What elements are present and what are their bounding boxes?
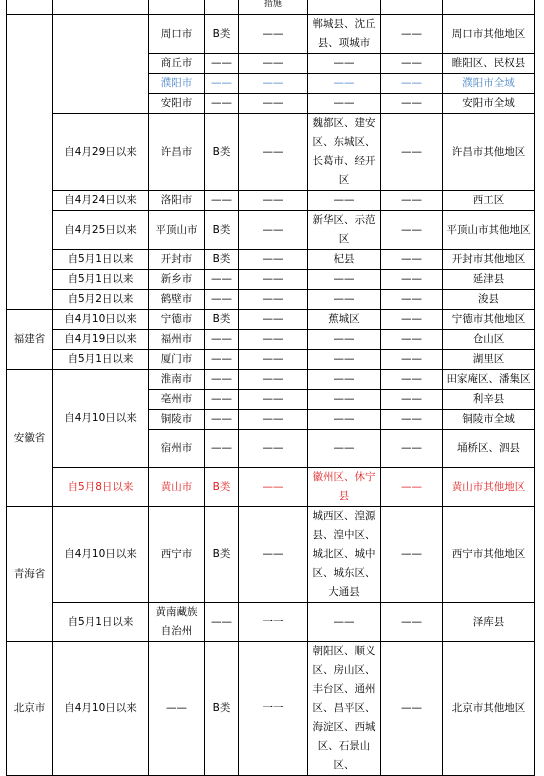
control-cell: ——: [239, 74, 308, 94]
table-row: [7, 350, 535, 370]
city-cell: 鹤壁市: [149, 290, 205, 310]
city-cell: ——: [149, 642, 205, 776]
class-cell: B类: [205, 310, 239, 330]
area-cell: 西宁市其他地区: [443, 507, 535, 603]
mid-risk-cell: 郸城县、沈丘县、项城市: [308, 15, 381, 54]
date-cell: 自4月10日以来: [53, 507, 149, 603]
header-row-clipped: [7, 0, 535, 15]
class-cell: ——: [205, 410, 239, 430]
area-cell: 田家庵区、潘集区: [443, 370, 535, 390]
city-cell: 许昌市: [149, 114, 205, 191]
class-cell: ——: [205, 270, 239, 290]
mid-risk-cell: ——: [308, 390, 381, 410]
city-cell: 商丘市: [149, 54, 205, 74]
low-risk-cell: ——: [381, 211, 443, 250]
low-risk-cell: ——: [381, 370, 443, 390]
area-cell: 仓山区: [443, 330, 535, 350]
city-cell: 宁德市: [149, 310, 205, 330]
area-cell: 延津县: [443, 270, 535, 290]
area-cell: 安阳市全域: [443, 94, 535, 114]
class-cell: ——: [205, 350, 239, 370]
control-cell: 一一: [239, 603, 308, 642]
low-risk-cell: ——: [381, 191, 443, 211]
control-cell: ——: [239, 94, 308, 114]
city-cell: 平顶山市: [149, 211, 205, 250]
table-row: [7, 507, 535, 603]
control-cell: ——: [239, 114, 308, 191]
header-fragment: 措施: [239, 0, 308, 15]
area-cell: 泽库县: [443, 603, 535, 642]
table-row: [7, 114, 535, 191]
area-cell: 利辛县: [443, 390, 535, 410]
class-cell: ——: [205, 54, 239, 74]
table-row: [7, 603, 535, 642]
area-cell: 北京市其他地区: [443, 642, 535, 776]
table-row: [7, 642, 535, 776]
control-cell: ——: [239, 370, 308, 390]
control-cell: ——: [239, 270, 308, 290]
mid-risk-cell: ——: [308, 410, 381, 430]
city-cell: 黄山市: [149, 468, 205, 507]
class-cell: ——: [205, 603, 239, 642]
control-cell: ——: [239, 191, 308, 211]
city-cell: 淮南市: [149, 370, 205, 390]
city-cell: 亳州市: [149, 390, 205, 410]
low-risk-cell: ——: [381, 15, 443, 54]
area-cell: 西工区: [443, 191, 535, 211]
mid-risk-cell: ——: [308, 270, 381, 290]
table-row-highlighted: [7, 468, 535, 507]
city-cell: 濮阳市: [149, 74, 205, 94]
low-risk-cell: ——: [381, 74, 443, 94]
area-cell: 埇桥区、泗县: [443, 430, 535, 468]
control-cell: ——: [239, 290, 308, 310]
class-cell: B类: [205, 507, 239, 603]
class-cell: ——: [205, 290, 239, 310]
city-cell: 铜陵市: [149, 410, 205, 430]
date-cell: 自5月8日以来: [53, 468, 149, 507]
control-cell: ——: [239, 310, 308, 330]
low-risk-cell: ——: [381, 290, 443, 310]
control-cell: ——: [239, 507, 308, 603]
province-cell: 青海省: [7, 507, 53, 642]
control-cell: ——: [239, 350, 308, 370]
mid-risk-cell: 徽州区、休宁县: [308, 468, 381, 507]
date-cell: 自4月10日以来: [53, 370, 149, 468]
table-row: [7, 330, 535, 350]
control-cell: ——: [239, 430, 308, 468]
risk-area-table: [6, 0, 535, 776]
class-cell: ——: [205, 191, 239, 211]
class-cell: B类: [205, 468, 239, 507]
control-cell: ——: [239, 330, 308, 350]
date-cell: 自4月10日以来: [53, 642, 149, 776]
low-risk-cell: ——: [381, 114, 443, 191]
city-cell: 宿州市: [149, 430, 205, 468]
area-cell: 铜陵市全域: [443, 410, 535, 430]
class-cell: ——: [205, 330, 239, 350]
low-risk-cell: ——: [381, 310, 443, 330]
date-cell: 自4月25日以来: [53, 211, 149, 250]
control-cell: ——: [239, 468, 308, 507]
low-risk-cell: ——: [381, 270, 443, 290]
date-cell: 自4月19日以来: [53, 330, 149, 350]
date-cell: 自5月1日以来: [53, 603, 149, 642]
control-cell: ——: [239, 15, 308, 54]
mid-risk-cell: 朝阳区、顺义区、房山区、丰台区、通州区、昌平区、海淀区、西城区、石景山区、: [308, 642, 381, 776]
area-cell: 睢阳区、民权县: [443, 54, 535, 74]
province-cell: 安徽省: [7, 370, 53, 507]
city-cell: 洛阳市: [149, 191, 205, 211]
low-risk-cell: ——: [381, 507, 443, 603]
date-cell: 自4月10日以来: [53, 310, 149, 330]
mid-risk-cell: ——: [308, 430, 381, 468]
mid-risk-cell: ——: [308, 74, 381, 94]
mid-risk-cell: 魏都区、建安区、东城区、长葛市、经开区: [308, 114, 381, 191]
date-cell: 自5月2日以来: [53, 290, 149, 310]
class-cell: B类: [205, 211, 239, 250]
table-row: [7, 370, 535, 390]
class-cell: B类: [205, 15, 239, 54]
date-cell: 自5月1日以来: [53, 270, 149, 290]
control-cell: ——: [239, 410, 308, 430]
mid-risk-cell: ——: [308, 603, 381, 642]
area-cell: 许昌市其他地区: [443, 114, 535, 191]
date-cell: 自5月1日以来: [53, 250, 149, 270]
class-cell: B类: [205, 250, 239, 270]
table-row: [7, 250, 535, 270]
table-row: [7, 15, 535, 54]
low-risk-cell: ——: [381, 250, 443, 270]
date-cell: [53, 15, 149, 114]
area-cell: 平顶山市其他地区: [443, 211, 535, 250]
control-cell: ——: [239, 390, 308, 410]
low-risk-cell: ——: [381, 94, 443, 114]
control-cell: ——: [239, 211, 308, 250]
control-cell: 一一: [239, 642, 308, 776]
mid-risk-cell: ——: [308, 290, 381, 310]
mid-risk-cell: 杞县: [308, 250, 381, 270]
area-cell: 湖里区: [443, 350, 535, 370]
city-cell: 新乡市: [149, 270, 205, 290]
mid-risk-cell: ——: [308, 330, 381, 350]
class-cell: ——: [205, 390, 239, 410]
low-risk-cell: ——: [381, 410, 443, 430]
mid-risk-cell: ——: [308, 350, 381, 370]
low-risk-cell: ——: [381, 350, 443, 370]
low-risk-cell: ——: [381, 642, 443, 776]
area-cell: 周口市其他地区: [443, 15, 535, 54]
area-cell: 浚县: [443, 290, 535, 310]
low-risk-cell: ——: [381, 330, 443, 350]
province-cell: [7, 15, 53, 310]
city-cell: 周口市: [149, 15, 205, 54]
area-cell: 黄山市其他地区: [443, 468, 535, 507]
class-cell: ——: [205, 74, 239, 94]
city-cell: 黄南藏族自治州: [149, 603, 205, 642]
mid-risk-cell: ——: [308, 94, 381, 114]
city-cell: 西宁市: [149, 507, 205, 603]
low-risk-cell: ——: [381, 468, 443, 507]
class-cell: B类: [205, 114, 239, 191]
city-cell: 开封市: [149, 250, 205, 270]
class-cell: ——: [205, 370, 239, 390]
date-cell: 自4月24日以来: [53, 191, 149, 211]
area-cell: 宁德市其他地区: [443, 310, 535, 330]
mid-risk-cell: 城西区、湟源县、湟中区、城北区、城中区、城东区、大通县: [308, 507, 381, 603]
control-cell: ——: [239, 250, 308, 270]
low-risk-cell: ——: [381, 603, 443, 642]
date-cell: 自5月1日以来: [53, 350, 149, 370]
class-cell: B类: [205, 642, 239, 776]
table-row: [7, 290, 535, 310]
class-cell: ——: [205, 94, 239, 114]
table-row: [7, 270, 535, 290]
table-row: [7, 211, 535, 250]
mid-risk-cell: ——: [308, 54, 381, 74]
city-cell: 福州市: [149, 330, 205, 350]
low-risk-cell: ——: [381, 54, 443, 74]
mid-risk-cell: ——: [308, 370, 381, 390]
control-cell: ——: [239, 54, 308, 74]
table-row: [7, 310, 535, 330]
province-cell: 北京市: [7, 642, 53, 776]
date-cell: 自4月29日以来: [53, 114, 149, 191]
mid-risk-cell: 蕉城区: [308, 310, 381, 330]
low-risk-cell: ——: [381, 390, 443, 410]
table-row: [7, 191, 535, 211]
province-cell: 福建省: [7, 310, 53, 370]
mid-risk-cell: ——: [308, 191, 381, 211]
class-cell: ——: [205, 430, 239, 468]
city-cell: 厦门市: [149, 350, 205, 370]
low-risk-cell: ——: [381, 430, 443, 468]
area-cell: 濮阳市全域: [443, 74, 535, 94]
area-cell: 开封市其他地区: [443, 250, 535, 270]
city-cell: 安阳市: [149, 94, 205, 114]
mid-risk-cell: 新华区、示范区: [308, 211, 381, 250]
